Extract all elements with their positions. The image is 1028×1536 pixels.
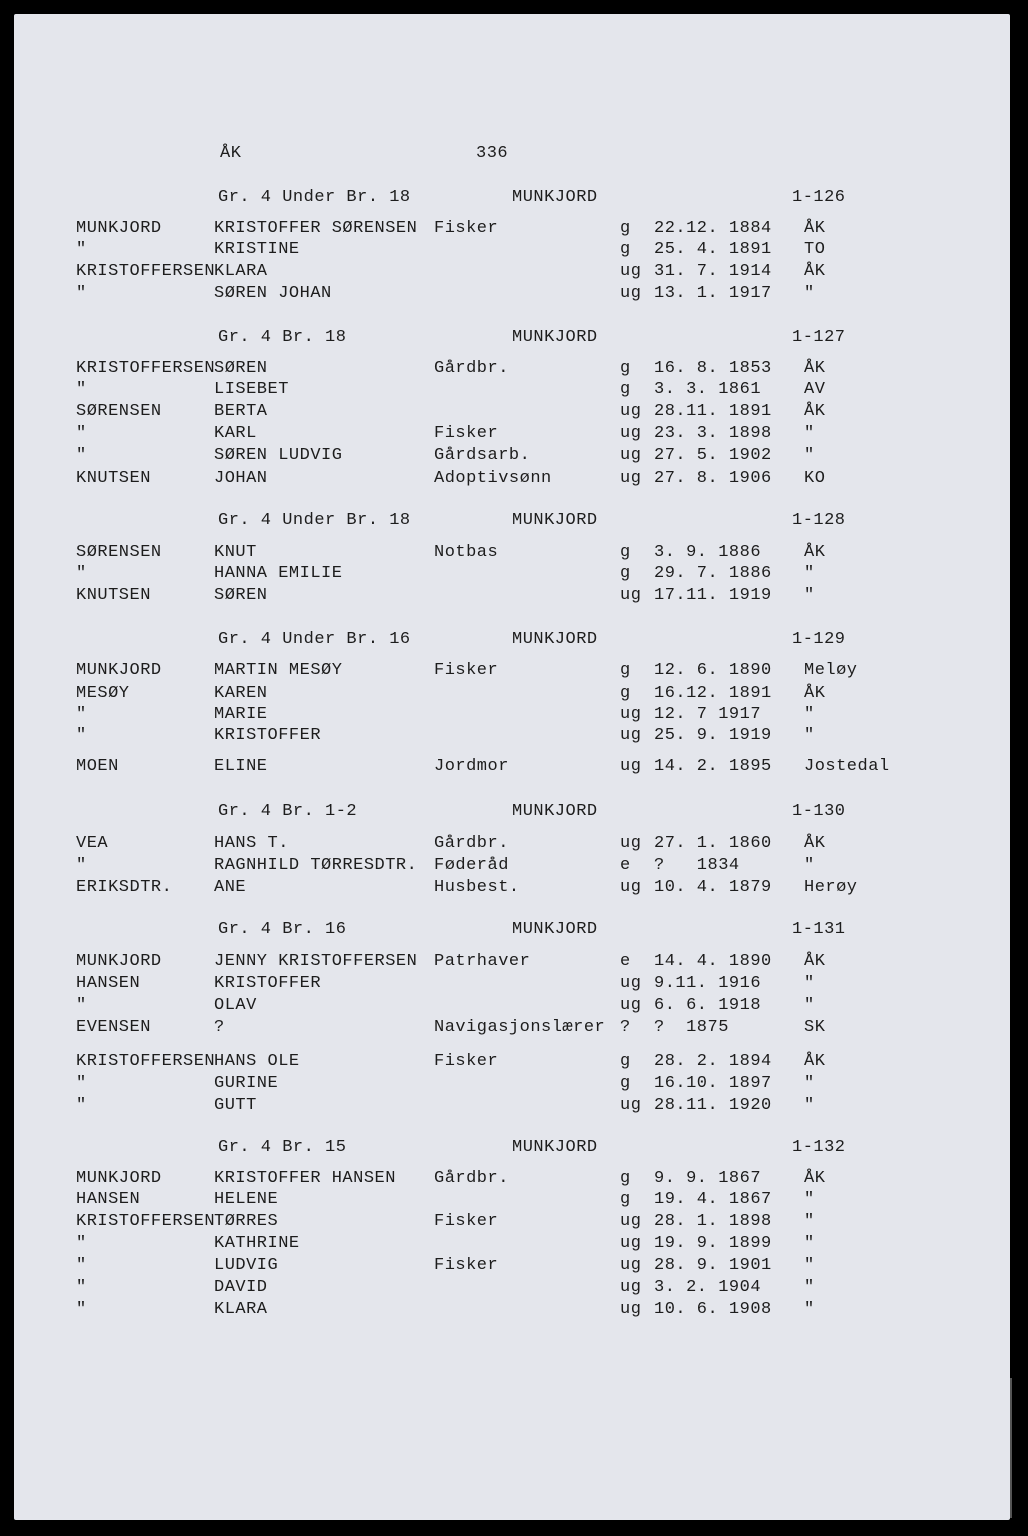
row-given-name: JOHAN xyxy=(214,469,268,488)
row-birth-place: " xyxy=(804,1190,815,1209)
row-marital-status: ? xyxy=(620,1018,631,1037)
row-occupation: Jordmor xyxy=(434,757,509,776)
row-given-name: KRISTOFFER xyxy=(214,726,322,745)
row-occupation: Navigasjonslærer xyxy=(434,1018,606,1037)
row-surname: " xyxy=(76,446,87,465)
row-birth-date: 27. 5. 1902 xyxy=(654,446,772,465)
row-surname: " xyxy=(76,424,87,443)
row-surname: SØRENSEN xyxy=(76,543,162,562)
row-given-name: KRISTOFFER xyxy=(214,974,322,993)
row-marital-status: ug xyxy=(620,1096,642,1115)
row-surname: MUNKJORD xyxy=(76,219,162,238)
row-birth-date: 27. 1. 1860 xyxy=(654,834,772,853)
row-occupation: Fisker xyxy=(434,424,499,443)
row-given-name: LISEBET xyxy=(214,380,289,399)
row-marital-status: ug xyxy=(620,974,642,993)
row-surname: MUNKJORD xyxy=(76,952,162,971)
row-marital-status: g xyxy=(620,684,631,703)
section-code: 1-130 xyxy=(792,802,846,821)
row-birth-date: 13. 1. 1917 xyxy=(654,284,772,303)
row-surname: MOEN xyxy=(76,757,119,776)
row-given-name: ? xyxy=(214,1018,225,1037)
row-birth-place: ÅK xyxy=(804,834,826,853)
row-birth-place: ÅK xyxy=(804,952,826,971)
row-birth-date: ? 1875 xyxy=(654,1018,729,1037)
row-birth-date: 16. 8. 1853 xyxy=(654,359,772,378)
row-birth-date: 25. 9. 1919 xyxy=(654,726,772,745)
row-occupation: Husbest. xyxy=(434,878,520,897)
row-birth-place: TO xyxy=(804,240,826,259)
row-birth-place: " xyxy=(804,284,815,303)
page-number: 336 xyxy=(476,144,509,163)
row-surname: SØRENSEN xyxy=(76,402,162,421)
row-given-name: LUDVIG xyxy=(214,1256,279,1275)
row-birth-place: " xyxy=(804,586,815,605)
row-birth-place: " xyxy=(804,705,815,724)
row-marital-status: ug xyxy=(620,1300,642,1319)
row-marital-status: ug xyxy=(620,996,642,1015)
section-place: MUNKJORD xyxy=(512,328,598,347)
row-given-name: KLARA xyxy=(214,262,268,281)
row-birth-date: 27. 8. 1906 xyxy=(654,469,772,488)
row-given-name: KRISTINE xyxy=(214,240,300,259)
row-birth-date: 16.10. 1897 xyxy=(654,1074,772,1093)
section-place: MUNKJORD xyxy=(512,802,598,821)
row-birth-place: " xyxy=(804,1300,815,1319)
row-given-name: HANS OLE xyxy=(214,1052,300,1071)
section-group: Gr. 4 Br. 1-2 xyxy=(218,802,358,821)
row-surname: KNUTSEN xyxy=(76,586,151,605)
row-birth-place: Jostedal xyxy=(804,757,890,776)
row-surname: KRISTOFFERSEN xyxy=(76,359,216,378)
section-group: Gr. 4 Br. 16 xyxy=(218,920,347,939)
row-given-name: SØREN JOHAN xyxy=(214,284,332,303)
row-birth-date: 3. 9. 1886 xyxy=(654,543,762,562)
row-birth-date: 17.11. 1919 xyxy=(654,586,772,605)
row-surname: KRISTOFFERSEN xyxy=(76,262,216,281)
row-given-name: OLAV xyxy=(214,996,257,1015)
row-birth-date: 28.11. 1920 xyxy=(654,1096,772,1115)
row-surname: " xyxy=(76,1074,87,1093)
row-marital-status: e xyxy=(620,952,631,971)
row-marital-status: ug xyxy=(620,402,642,421)
row-birth-place: " xyxy=(804,1278,815,1297)
row-surname: " xyxy=(76,726,87,745)
row-marital-status: ug xyxy=(620,446,642,465)
row-occupation: Adoptivsønn xyxy=(434,469,552,488)
row-surname: HANSEN xyxy=(76,1190,141,1209)
row-birth-date: 3. 2. 1904 xyxy=(654,1278,762,1297)
row-surname: " xyxy=(76,380,87,399)
row-birth-date: 28. 9. 1901 xyxy=(654,1256,772,1275)
row-birth-place: " xyxy=(804,726,815,745)
row-marital-status: ug xyxy=(620,424,642,443)
row-surname: " xyxy=(76,284,87,303)
row-birth-date: 14. 2. 1895 xyxy=(654,757,772,776)
row-given-name: SØREN xyxy=(214,359,268,378)
row-given-name: KRISTOFFER HANSEN xyxy=(214,1169,396,1188)
row-birth-date: ? 1834 xyxy=(654,856,740,875)
row-given-name: RAGNHILD TØRRESDTR. xyxy=(214,856,418,875)
row-birth-place: ÅK xyxy=(804,402,826,421)
row-birth-date: 31. 7. 1914 xyxy=(654,262,772,281)
section-place: MUNKJORD xyxy=(512,188,598,207)
row-given-name: HANNA EMILIE xyxy=(214,564,343,583)
row-birth-date: 22.12. 1884 xyxy=(654,219,772,238)
row-given-name: ELINE xyxy=(214,757,268,776)
row-birth-date: 9. 9. 1867 xyxy=(654,1169,762,1188)
row-given-name: ANE xyxy=(214,878,247,897)
section-group: Gr. 4 Under Br. 16 xyxy=(218,630,411,649)
row-surname: " xyxy=(76,1256,87,1275)
row-birth-date: 9.11. 1916 xyxy=(654,974,762,993)
row-birth-date: 10. 6. 1908 xyxy=(654,1300,772,1319)
row-marital-status: ug xyxy=(620,726,642,745)
row-occupation: Fisker xyxy=(434,661,499,680)
row-surname: MUNKJORD xyxy=(76,1169,162,1188)
row-birth-place: " xyxy=(804,1074,815,1093)
row-surname: " xyxy=(76,564,87,583)
section-group: Gr. 4 Under Br. 18 xyxy=(218,188,411,207)
row-given-name: KLARA xyxy=(214,1300,268,1319)
row-surname: " xyxy=(76,1300,87,1319)
row-birth-place: " xyxy=(804,424,815,443)
row-marital-status: g xyxy=(620,543,631,562)
section-place: MUNKJORD xyxy=(512,920,598,939)
section-code: 1-128 xyxy=(792,511,846,530)
section-group: Gr. 4 Br. 18 xyxy=(218,328,347,347)
row-marital-status: ug xyxy=(620,284,642,303)
row-occupation: Fisker xyxy=(434,1052,499,1071)
row-given-name: GURINE xyxy=(214,1074,279,1093)
section-code: 1-129 xyxy=(792,630,846,649)
row-marital-status: e xyxy=(620,856,631,875)
row-birth-date: 3. 3. 1861 xyxy=(654,380,762,399)
row-surname: ERIKSDTR. xyxy=(76,878,173,897)
row-surname: KRISTOFFERSEN xyxy=(76,1052,216,1071)
row-surname: KNUTSEN xyxy=(76,469,151,488)
row-birth-date: 12. 6. 1890 xyxy=(654,661,772,680)
row-birth-date: 19. 9. 1899 xyxy=(654,1234,772,1253)
row-given-name: KARL xyxy=(214,424,257,443)
row-given-name: KNUT xyxy=(214,543,257,562)
row-given-name: MARIE xyxy=(214,705,268,724)
row-marital-status: ug xyxy=(620,834,642,853)
row-birth-place: " xyxy=(804,1234,815,1253)
row-birth-place: ÅK xyxy=(804,1052,826,1071)
row-birth-place: " xyxy=(804,1256,815,1275)
row-occupation: Notbas xyxy=(434,543,499,562)
row-occupation: Fisker xyxy=(434,1212,499,1231)
row-marital-status: g xyxy=(620,661,631,680)
row-given-name: HANS T. xyxy=(214,834,289,853)
row-marital-status: ug xyxy=(620,1234,642,1253)
row-birth-date: 6. 6. 1918 xyxy=(654,996,762,1015)
section-code: 1-131 xyxy=(792,920,846,939)
row-marital-status: ug xyxy=(620,1256,642,1275)
row-surname: " xyxy=(76,705,87,724)
row-birth-place: Herøy xyxy=(804,878,858,897)
row-birth-date: 28. 2. 1894 xyxy=(654,1052,772,1071)
row-birth-place: ÅK xyxy=(804,359,826,378)
row-surname: HANSEN xyxy=(76,974,141,993)
row-occupation: Gårdsarb. xyxy=(434,446,531,465)
row-given-name: KATHRINE xyxy=(214,1234,300,1253)
row-given-name: DAVID xyxy=(214,1278,268,1297)
row-surname: " xyxy=(76,996,87,1015)
row-birth-place: Meløy xyxy=(804,661,858,680)
row-occupation: Fisker xyxy=(434,1256,499,1275)
section-place: MUNKJORD xyxy=(512,511,598,530)
row-occupation: Gårdbr. xyxy=(434,1169,509,1188)
row-occupation: Føderåd xyxy=(434,856,509,875)
row-marital-status: g xyxy=(620,359,631,378)
row-marital-status: ug xyxy=(620,705,642,724)
row-given-name: JENNY KRISTOFFERSEN xyxy=(214,952,418,971)
row-occupation: Gårdbr. xyxy=(434,359,509,378)
row-birth-date: 16.12. 1891 xyxy=(654,684,772,703)
row-birth-date: 28.11. 1891 xyxy=(654,402,772,421)
row-marital-status: g xyxy=(620,1190,631,1209)
row-occupation: Patrhaver xyxy=(434,952,531,971)
row-marital-status: ug xyxy=(620,1212,642,1231)
row-birth-place: AV xyxy=(804,380,826,399)
row-marital-status: g xyxy=(620,380,631,399)
row-birth-place: " xyxy=(804,564,815,583)
row-given-name: HELENE xyxy=(214,1190,279,1209)
row-birth-place: " xyxy=(804,1212,815,1231)
row-marital-status: ug xyxy=(620,757,642,776)
row-marital-status: ug xyxy=(620,1278,642,1297)
row-given-name: MARTIN MESØY xyxy=(214,661,343,680)
row-marital-status: ug xyxy=(620,586,642,605)
row-birth-place: " xyxy=(804,996,815,1015)
row-marital-status: g xyxy=(620,564,631,583)
section-place: MUNKJORD xyxy=(512,630,598,649)
row-marital-status: g xyxy=(620,1074,631,1093)
row-birth-date: 10. 4. 1879 xyxy=(654,878,772,897)
row-marital-status: g xyxy=(620,1169,631,1188)
page-edge-mark xyxy=(1010,1378,1012,1518)
section-code: 1-127 xyxy=(792,328,846,347)
row-surname: " xyxy=(76,1278,87,1297)
row-marital-status: ug xyxy=(620,469,642,488)
row-surname: VEA xyxy=(76,834,109,853)
section-code: 1-132 xyxy=(792,1138,846,1157)
row-marital-status: ug xyxy=(620,878,642,897)
row-given-name: TØRRES xyxy=(214,1212,279,1231)
section-place: MUNKJORD xyxy=(512,1138,598,1157)
row-marital-status: g xyxy=(620,1052,631,1071)
row-surname: " xyxy=(76,856,87,875)
section-group: Gr. 4 Br. 15 xyxy=(218,1138,347,1157)
row-surname: EVENSEN xyxy=(76,1018,151,1037)
row-birth-place: " xyxy=(804,1096,815,1115)
row-birth-date: 14. 4. 1890 xyxy=(654,952,772,971)
row-birth-date: 12. 7 1917 xyxy=(654,705,762,724)
header-district: ÅK xyxy=(220,144,242,163)
row-surname: " xyxy=(76,1234,87,1253)
row-surname: " xyxy=(76,1096,87,1115)
row-surname: KRISTOFFERSEN xyxy=(76,1212,216,1231)
row-occupation: Fisker xyxy=(434,219,499,238)
section-group: Gr. 4 Under Br. 18 xyxy=(218,511,411,530)
row-surname: MESØY xyxy=(76,684,130,703)
row-birth-date: 23. 3. 1898 xyxy=(654,424,772,443)
row-given-name: BERTA xyxy=(214,402,268,421)
row-birth-place: " xyxy=(804,974,815,993)
row-birth-place: " xyxy=(804,856,815,875)
row-birth-date: 29. 7. 1886 xyxy=(654,564,772,583)
row-birth-place: " xyxy=(804,446,815,465)
row-birth-place: ÅK xyxy=(804,219,826,238)
row-birth-place: KO xyxy=(804,469,826,488)
row-occupation: Gårdbr. xyxy=(434,834,509,853)
row-birth-date: 28. 1. 1898 xyxy=(654,1212,772,1231)
row-birth-place: ÅK xyxy=(804,1169,826,1188)
row-marital-status: g xyxy=(620,240,631,259)
row-birth-date: 25. 4. 1891 xyxy=(654,240,772,259)
row-marital-status: g xyxy=(620,219,631,238)
row-given-name: GUTT xyxy=(214,1096,257,1115)
document-page xyxy=(14,14,1010,1520)
row-birth-place: SK xyxy=(804,1018,826,1037)
section-code: 1-126 xyxy=(792,188,846,207)
row-marital-status: ug xyxy=(620,262,642,281)
row-given-name: KAREN xyxy=(214,684,268,703)
row-birth-place: ÅK xyxy=(804,262,826,281)
row-birth-date: 19. 4. 1867 xyxy=(654,1190,772,1209)
row-given-name: SØREN LUDVIG xyxy=(214,446,343,465)
row-surname: MUNKJORD xyxy=(76,661,162,680)
row-birth-place: ÅK xyxy=(804,543,826,562)
row-surname: " xyxy=(76,240,87,259)
row-given-name: KRISTOFFER SØRENSEN xyxy=(214,219,418,238)
row-given-name: SØREN xyxy=(214,586,268,605)
row-birth-place: ÅK xyxy=(804,684,826,703)
